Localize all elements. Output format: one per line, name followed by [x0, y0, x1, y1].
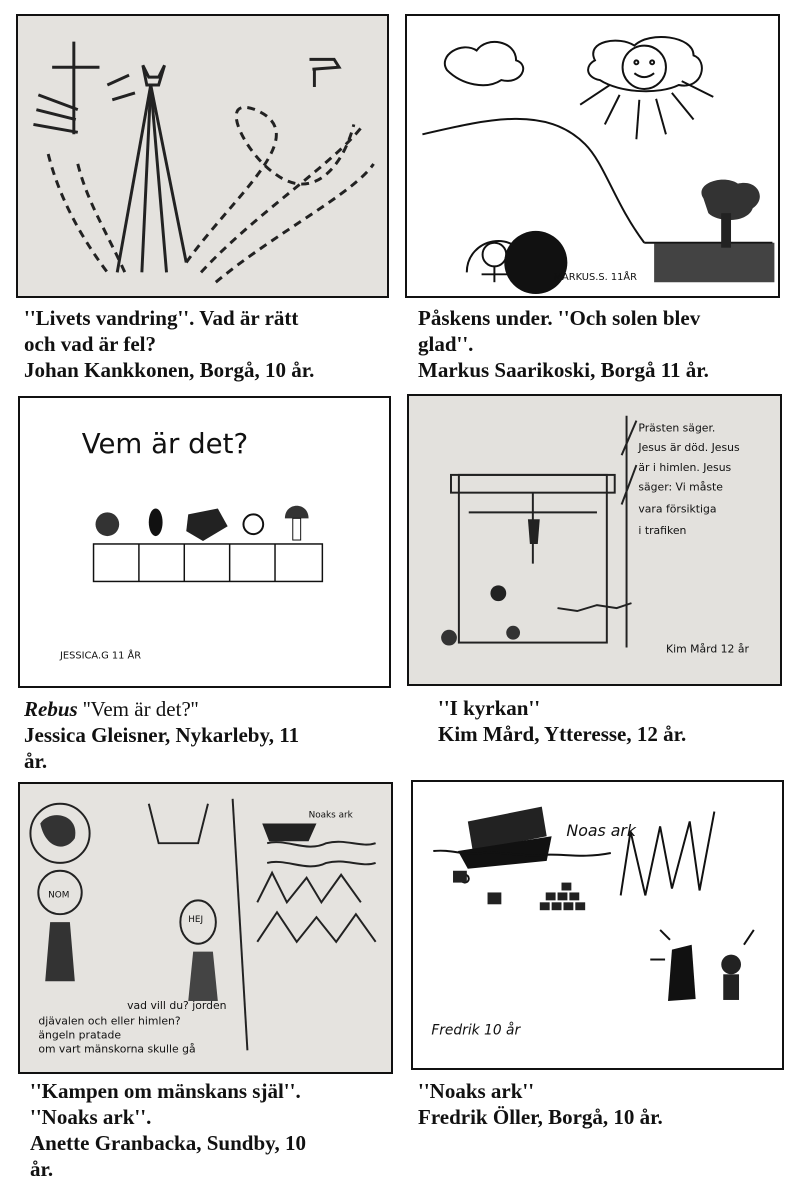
- drawing-text-line: djävalen och eller himlen?: [38, 1014, 181, 1028]
- caption-line: ''I kyrkan'': [438, 696, 541, 720]
- ark-label: Noas ark: [566, 821, 637, 841]
- caption-rest: ''Vem är det?'': [77, 697, 199, 721]
- drawing-noaks-ark: [411, 780, 784, 1070]
- drawing-paskens-under: [405, 14, 780, 298]
- drawing-livets-vandring: [16, 14, 389, 298]
- caption-paskens-under: [418, 305, 778, 383]
- caption-line: ''Noaks ark''.: [30, 1105, 152, 1129]
- caption-kampen: [30, 1078, 390, 1182]
- caption-line: Fredrik Öller, Borgå, 10 år.: [418, 1105, 663, 1129]
- drawing-i-kyrkan-art: [409, 396, 780, 684]
- caption-line: år.: [24, 749, 48, 773]
- caption-line: glad''.: [418, 332, 474, 356]
- drawing-text-line: Jesus är död. Jesus: [638, 441, 740, 455]
- drawing-text-line: vad vill du? jorden: [127, 998, 227, 1012]
- caption-livets-vandring: [24, 305, 384, 383]
- caption-noaks-ark: [418, 1078, 778, 1130]
- drawing-text-line: om vart mänskorna skulle gå: [38, 1042, 196, 1056]
- caption-line: Påskens under. ''Och solen blev: [418, 306, 701, 330]
- drawing-text-line: är i himlen. Jesus: [638, 460, 732, 474]
- drawing-rebus: [18, 396, 391, 688]
- caption-italic: Rebus: [24, 697, 78, 721]
- ark-label: Noaks ark: [308, 810, 353, 821]
- signature: MARKUS.S. 11ÅR: [553, 272, 638, 284]
- drawing-noaks-ark-art: [413, 782, 782, 1068]
- drawing-kampen: [18, 782, 393, 1074]
- drawing-text-line: ängeln pratade: [38, 1028, 122, 1042]
- caption-i-kyrkan: [438, 695, 778, 747]
- signature: Fredrik 10 år: [431, 1022, 521, 1039]
- drawing-text-line: vara försiktiga: [638, 502, 717, 516]
- caption-line: och vad är fel?: [24, 332, 157, 356]
- signature: Kim Mård 12 år: [666, 642, 749, 656]
- caption-title-line: [24, 696, 388, 722]
- caption-line: Kim Mård, Ytteresse, 12 år.: [438, 722, 687, 746]
- signature: JESSICA.G 11 ÅR: [60, 650, 142, 662]
- caption-line: Johan Kankkonen, Borgå, 10 år.: [24, 358, 315, 382]
- caption-line: Anette Granbacka, Sundby, 10: [30, 1131, 306, 1155]
- drawing-rebus-art: [20, 398, 389, 686]
- bubble-text: NOM: [48, 890, 70, 901]
- drawing-text-line: i trafiken: [638, 524, 687, 538]
- drawing-text-line: Prästen säger.: [638, 421, 716, 435]
- caption-line: ''Livets vandring''. Vad är rätt: [24, 306, 299, 330]
- drawing-i-kyrkan: [407, 394, 782, 686]
- drawing-paskens-under-art: [407, 16, 778, 296]
- caption-rebus: [24, 696, 388, 774]
- caption-line: ''Noaks ark'': [418, 1079, 535, 1103]
- caption-line: ''Kampen om mänskans själ''.: [30, 1079, 301, 1103]
- bubble-text: HEJ: [188, 915, 204, 926]
- drawing-livets-vandring-art: [18, 16, 387, 296]
- drawing-text-line: säger: Vi måste: [638, 480, 723, 494]
- drawing-kampen-art: [20, 784, 391, 1072]
- drawing-title: Vem är det?: [81, 427, 249, 461]
- caption-line: Markus Saarikoski, Borgå 11 år.: [418, 358, 709, 382]
- caption-line: år.: [30, 1157, 54, 1181]
- caption-line: Jessica Gleisner, Nykarleby, 11: [24, 723, 300, 747]
